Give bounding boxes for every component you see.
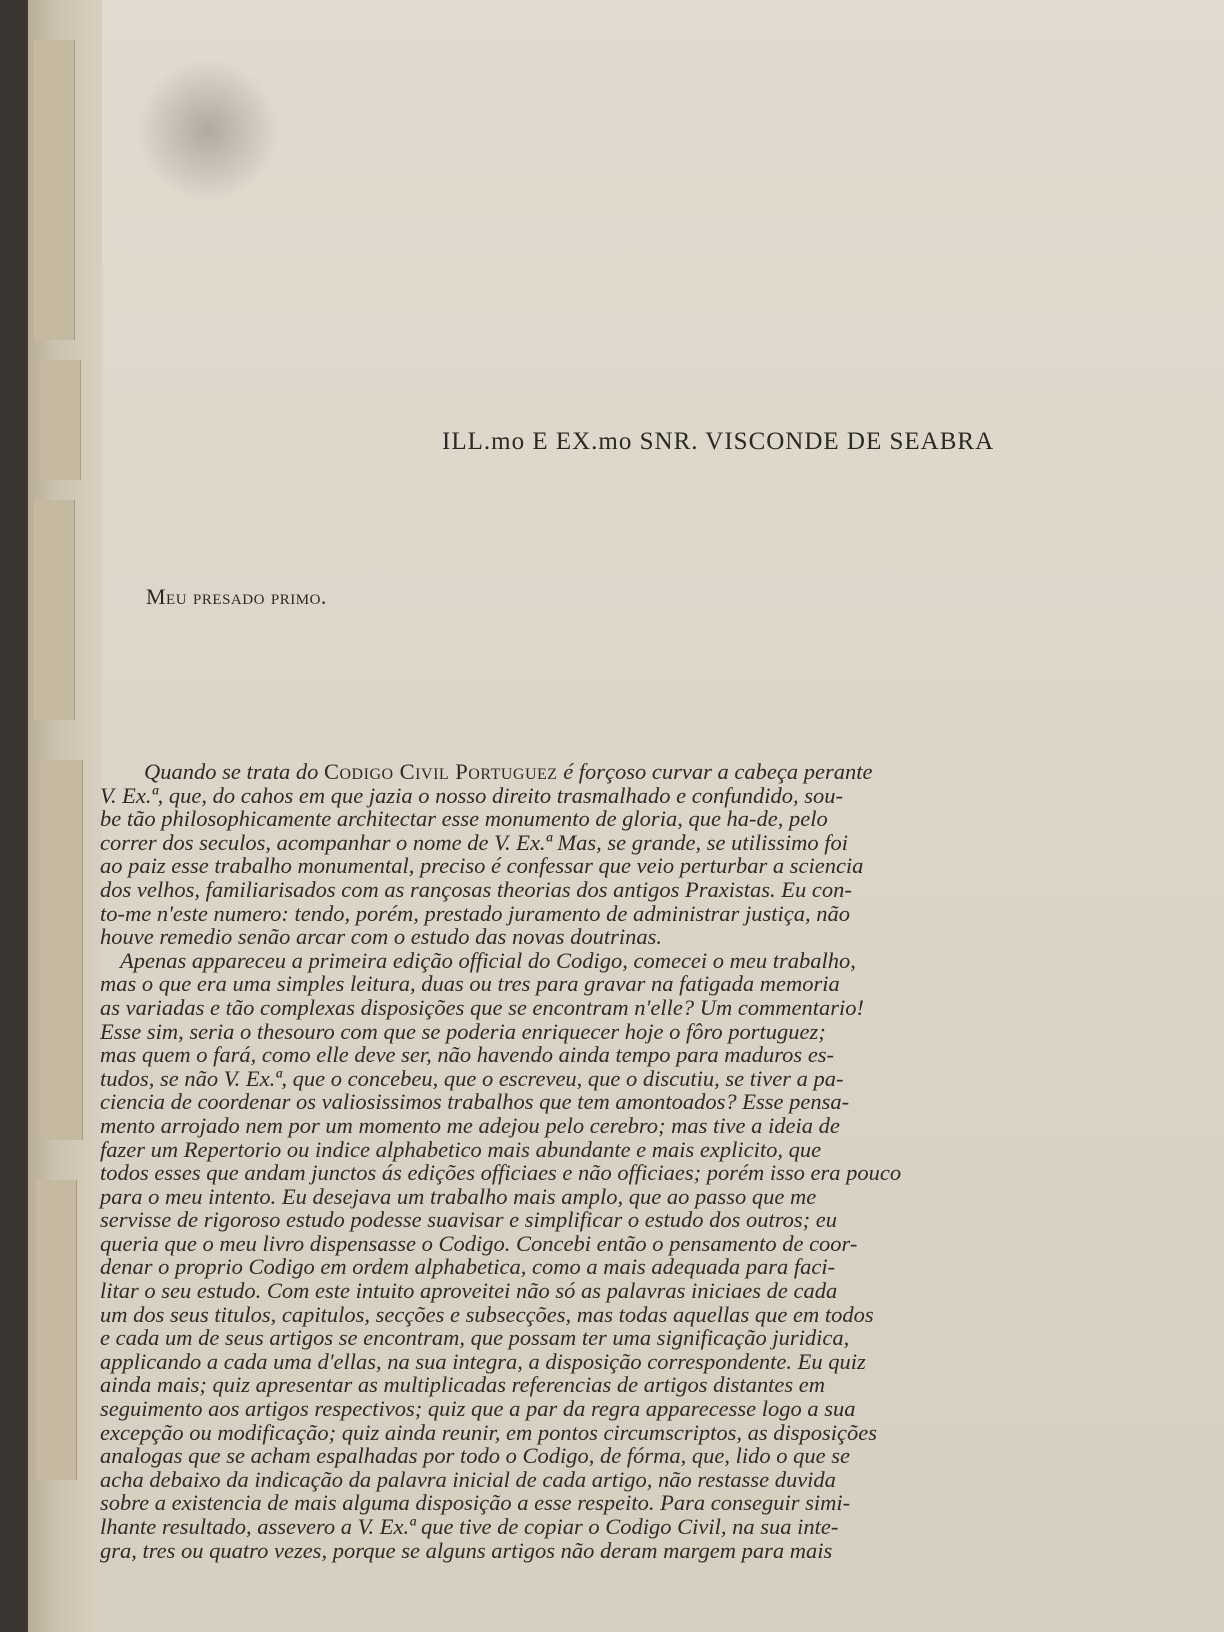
text-line: fazer um Repertorio ou indice alphabetico mais abundante e mais explicito, que [100, 1136, 822, 1162]
text-line: mas quem o fará, como elle deve ser, não havendo ainda tempo para maduros es- [100, 1042, 835, 1068]
text-line: um dos seus titulos, capitulos, secções e subsecções, mas todas aquellas que em todos [100, 1301, 874, 1327]
torn-page-edge [28, 0, 102, 1632]
ink-smudge [138, 60, 278, 200]
text-line: ainda mais; quiz apresentar as multiplicadas referencias de artigos distantes em [100, 1372, 825, 1398]
text-line: todos esses que andam junctos ás edições officiaes e não officiaes; porém isso era pouco [100, 1160, 902, 1186]
text-line: e cada um de seus artigos se encontram, que possam ter uma significação juridica, [100, 1325, 850, 1351]
text-line: acha debaixo da indicação da palavra inicial de cada artigo, não restasse duvida [100, 1466, 836, 1492]
text-line: denar o proprio Codigo em ordem alphabetica, como a mais adequada para faci- [100, 1254, 836, 1280]
text-line: V. Ex.ª, que, do cahos em que jazia o nosso direito trasmalhado e confundido, sou- [100, 782, 844, 808]
text-line: gra, tres ou quatro vezes, porque se alguns artigos não deram margem para mais [100, 1537, 833, 1563]
text-line: queria que o meu livro dispensasse o Codigo. Concebi então o pensamento de coor- [100, 1230, 858, 1256]
dedication-heading: ILL.mo E EX.mo SNR. VISCONDE DE SEABRA [442, 428, 995, 455]
text-line: ao paiz esse trabalho monumental, preciso é confessar que veio perturbar a sciencia [100, 853, 864, 879]
text-line: para o meu intento. Eu desejava um trabalho mais amplo, que ao passo que me [100, 1183, 817, 1209]
text-line: dos velhos, familiarisados com as rançosas theorias dos antigos Praxistas. Eu con- [100, 876, 852, 902]
text-line: Esse sim, seria o thesouro com que se poderia enriquecer hoje o fôro portuguez; [100, 1018, 826, 1044]
code-title: Codigo Civil Portuguez [324, 759, 558, 784]
text-line: correr dos seculos, acompanhar o nome de V. Ex.ª Mas, se grande, se utilissimo foi [100, 829, 849, 855]
text-line: analogas que se acham espalhadas por todo o Codigo, de fórma, que, lido o que se [100, 1443, 850, 1469]
text-line: tudos, se não V. Ex.ª, que o concebeu, que o escreveu, que o discutiu, se tiver a pa- [100, 1065, 844, 1091]
text-line: applicando a cada uma d'ellas, na sua integra, a disposição correspondente. Eu quiz [100, 1348, 866, 1374]
text-line: sobre a existencia de mais alguma disposição a esse respeito. Para conseguir simi- [100, 1490, 851, 1516]
text-line: mento arrojado nem por um momento me adejou pelo cerebro; mas tive a ideia de [100, 1112, 840, 1138]
text-line: mas o que era uma simples leitura, duas ou tres para gravar na fatigada memoria [100, 971, 840, 997]
text-line: as variadas e tão complexas disposições que se encontram n'elle? Um commentario! [100, 994, 865, 1020]
text-line: Quando se trata do Codigo Civil Portuguez é forçoso curvar a cabeça perante [144, 759, 873, 784]
text-line: litar o seu estudo. Com este intuito aproveitei não só as palavras iniciaes de cada [100, 1278, 838, 1304]
text-line: servisse de rigoroso estudo podesse suavisar e simplificar o estudo dos outros; eu [100, 1207, 838, 1233]
text-line: ciencia de coordenar os valiosissimos trabalhos que tem amontoados? Esse pensa- [100, 1089, 850, 1115]
text-line: be tão philosophicamente architectar esse monumento de gloria, que ha-de, pelo [100, 806, 828, 832]
text-line: to-me n'este numero: tendo, porém, prestado juramento de administrar justiça, não [100, 900, 850, 926]
text-line: Apenas appareceu a primeira edição official do Codigo, comecei o meu trabalho, [120, 947, 856, 973]
text-line: houve remedio senão arcar com o estudo das novas doutrinas. [100, 924, 663, 950]
body-paragraphs [100, 760, 1036, 1562]
text-line: lhante resultado, assevero a V. Ex.ª que tive de copiar o Codigo Civil, na sua inte- [100, 1514, 839, 1539]
text-line: seguimento aos artigos respectivos; quiz que a par da regra apparecesse logo a sua [100, 1396, 856, 1422]
text-line: excepção ou modificação; quiz ainda reunir, em pontos circumscriptos, as disposições [100, 1419, 877, 1445]
salutation: Meu presado primo. [146, 584, 327, 609]
